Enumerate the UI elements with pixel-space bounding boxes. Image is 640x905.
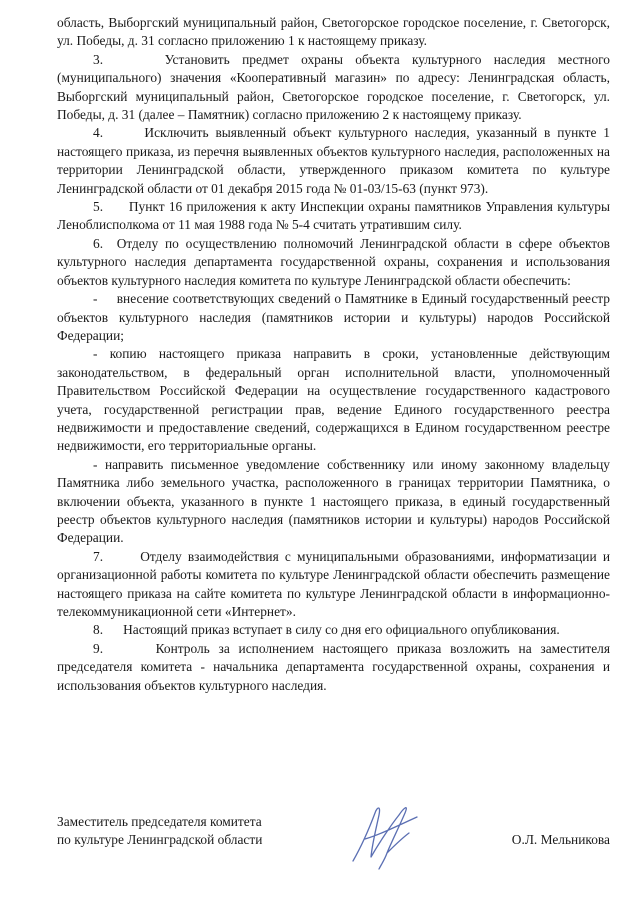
- paragraph: 5. Пункт 16 приложения к акту Инспекции охраны памятников Управления культуры Леноблисполкома от 11 мая 1988 года № 5-4 считать утратившим силу.: [57, 199, 610, 233]
- handwritten-signature-icon: [339, 795, 429, 875]
- paragraph: 9. Контроль за исполнением настоящего приказа возложить на заместителя председателя комитета - начальника департамента государственной охраны, сохранения и использования объектов культурного наследия.: [57, 640, 610, 693]
- signatory-name: О.Л. Мельникова: [511, 832, 610, 847]
- signatory-title-line1: Заместитель председателя комитета: [57, 814, 262, 829]
- paragraph: 6. Отделу по осуществлению полномочий Ленинградской области в сфере объектов культурного наследия департамента государственной охраны, сохранения и использования объектов культурного наследия комитета по культуре Ленинградской области обеспечить:: [57, 235, 610, 288]
- paragraph: 4. Исключить выявленный объект культурного наследия, указанный в пункте 1 настоящего приказа, из перечня выявленных объектов культурного наследия, расположенных на территории Ленинградской области, утвержденного приказом комитета по культуре Ленинградской области от 01 декабря 2015 года № 01-03/15-63 (пункт 973).: [57, 125, 610, 196]
- paragraph: 3. Установить предмет охраны объекта культурного наследия местного (муниципального) значения «Кооперативный магазин» по адресу: Ленинградская область, Выборгский муниципальный район, Светогорское городское поселение, г. Светогорск, ул. Победы, д. 31 (далее – Памятник) согласно приложению 2 к настоящему приказу.: [57, 51, 610, 123]
- signatory-title-line2: по культуре Ленинградской области: [57, 832, 263, 848]
- document-body: [57, 14, 610, 695]
- paragraph: 7. Отделу взаимодействия с муниципальными образованиями, информатизации и организационной работы комитета по культуре Ленинградской области обеспечить размещение настоящего приказа на сайте комитета по культуре Ленинградской области в информационно-телекоммуникационной сети «Интернет».: [57, 548, 610, 619]
- signature-block: [57, 813, 610, 873]
- signatory-title: [57, 813, 262, 850]
- paragraph: 8. Настоящий приказ вступает в силу со дня его официального опубликования.: [93, 622, 560, 638]
- paragraph: - внесение соответствующих сведений о Памятнике в Единый государственный реестр объектов культурного наследия (памятников истории и культуры) народов Российской Федерации;: [57, 291, 610, 343]
- paragraph: - копию настоящего приказа направить в сроки, установленные действующим законодательством, в федеральный орган исполнительной власти, уполномоченный Правительством Российской Федерации на осуществление государственного кадастрового учета, государственной регистрации прав, ведение Единого государственного реестра недвижимости и предоставление сведений, содержащихся в Едином государственном реестре недвижимости, его территориальные органы.: [57, 346, 610, 454]
- paragraph: область, Выборгский муниципальный район, Светогорское городское поселение, г. Светогорск, ул. Победы, д. 31 согласно приложению 1 к настоящему приказу.: [57, 15, 610, 49]
- paragraph: - направить письменное уведомление собственнику или иному законному владельцу Памятника либо земельного участка, расположенного в границах территории Памятника, о включении объекта, указанного в пункте 1 настоящего приказа, в единый государственный реестр объектов культурного наследия (памятников истории и культуры) народов Российской Федерации.: [57, 456, 610, 546]
